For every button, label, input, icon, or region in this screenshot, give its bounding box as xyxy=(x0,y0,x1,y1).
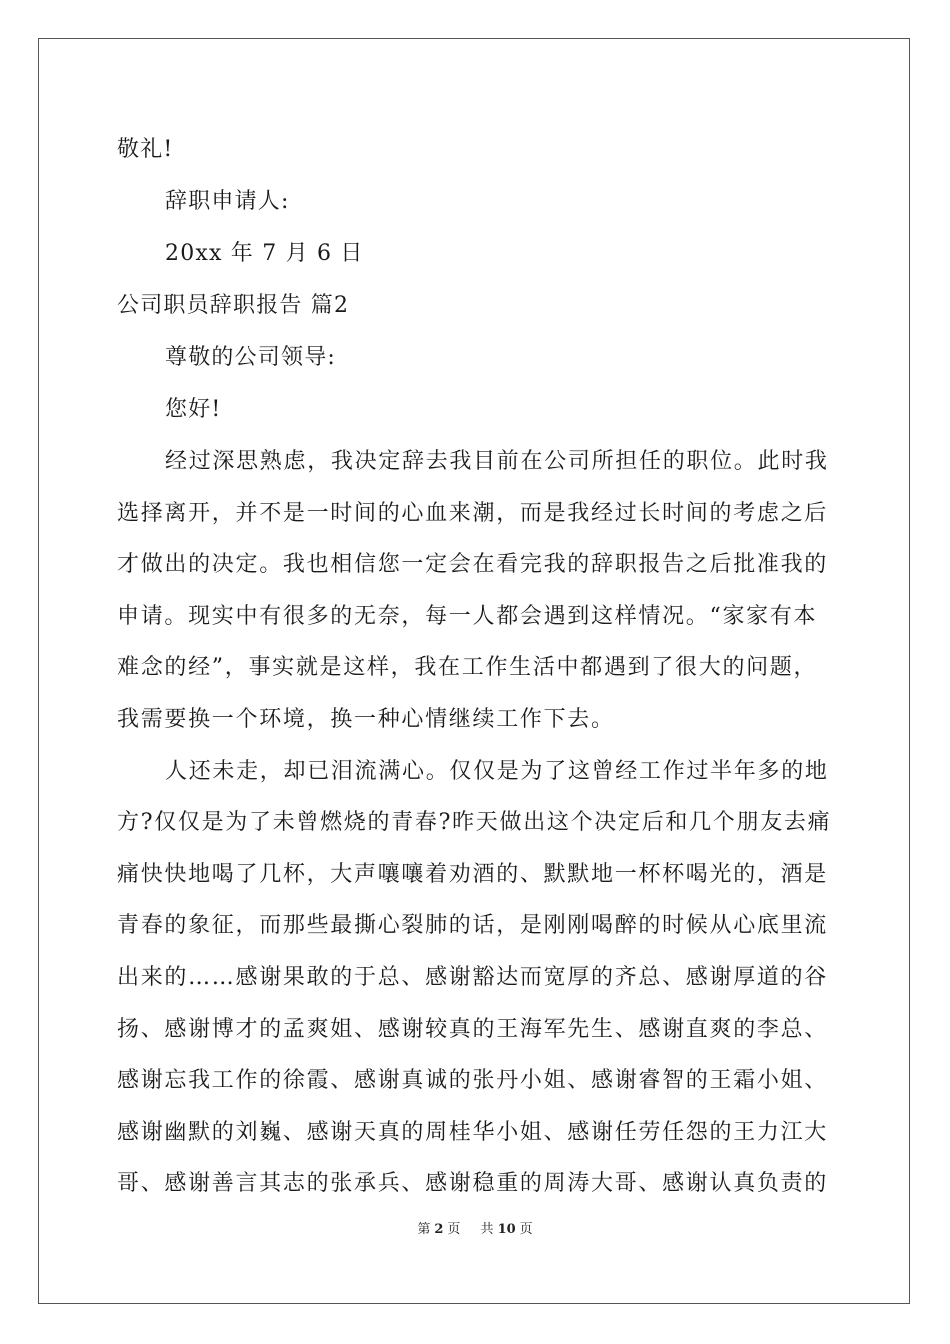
paragraph-line: 人还未走，却已泪流满心。仅仅是为了这曾经工作过半年多的地 xyxy=(165,758,829,784)
greeting-line: 您好! xyxy=(165,397,222,422)
paragraph-line: 难念的经”，事实就是这样，我在工作生活中都遇到了很大的问题， xyxy=(117,655,818,681)
paragraph-line: 方?仅仅是为了未曾燃烧的青春?昨天做出这个决定后和几个朋友去痛 xyxy=(117,810,832,836)
paragraph-line: 选择离开，并不是一时间的心血来潮，而是我经过长时间的考虑之后 xyxy=(117,500,829,526)
total-indicator xyxy=(477,1222,537,1237)
section-heading: 公司职员辞职报告 篇2 xyxy=(117,293,350,318)
paragraph-line: 我需要换一个环境，换一种心情继续工作下去。 xyxy=(117,706,615,732)
paragraph-line: 哥、感谢善言其志的张承兵、感谢稳重的周涛大哥、感谢认真负责的 xyxy=(117,1171,829,1197)
page-label-prefix: 第 xyxy=(417,1222,431,1237)
total-label-suffix: 页 xyxy=(519,1222,533,1237)
total-pages: 10 xyxy=(497,1222,516,1237)
paragraph-1 xyxy=(117,436,837,746)
page-footer xyxy=(0,1218,950,1237)
signature-label: 辞职申请人: xyxy=(165,189,290,214)
paragraph-line: 感谢幽默的刘巍、感谢天真的周桂华小姐、感谢任劳任怨的王力江大 xyxy=(117,1119,829,1145)
salutation-line: 尊敬的公司领导: xyxy=(165,345,337,370)
date-line: 20xx 年 7 月 6 日 xyxy=(165,241,364,266)
total-label-prefix: 共 xyxy=(480,1222,494,1237)
page-label-suffix: 页 xyxy=(447,1222,461,1237)
paragraph-line: 申请。现实中有很多的无奈，每一人都会遇到这样情况。“家家有本 xyxy=(117,603,818,629)
paragraph-line: 青春的象征，而那些最撕心裂肺的话，是刚刚喝醉的时候从心底里流 xyxy=(117,913,829,939)
paragraph-2 xyxy=(117,746,837,1210)
paragraph-line: 出来的……感谢果敢的于总、感谢豁达而宽厚的齐总、感谢厚道的谷 xyxy=(117,964,829,990)
paragraph-line: 扬、感谢博才的孟爽姐、感谢较真的王海军先生、感谢直爽的李总、 xyxy=(117,1016,829,1042)
document-body xyxy=(117,124,837,1210)
paragraph-line: 感谢忘我工作的徐霞、感谢真诚的张丹小姐、感谢睿智的王霜小姐、 xyxy=(117,1068,829,1094)
page-number: 2 xyxy=(434,1222,444,1237)
paragraph-line: 经过深思熟虑，我决定辞去我目前在公司所担任的职位。此时我 xyxy=(165,449,829,474)
paragraph-line: 才做出的决定。我也相信您一定会在看完我的辞职报告之后批准我的 xyxy=(117,552,829,578)
paragraph-line: 痛快快地喝了几杯，大声嚷嚷着劝酒的、默默地一杯杯喝光的，酒是 xyxy=(117,861,829,887)
page-indicator xyxy=(413,1222,464,1237)
closing-line: 敬礼! xyxy=(117,137,174,162)
